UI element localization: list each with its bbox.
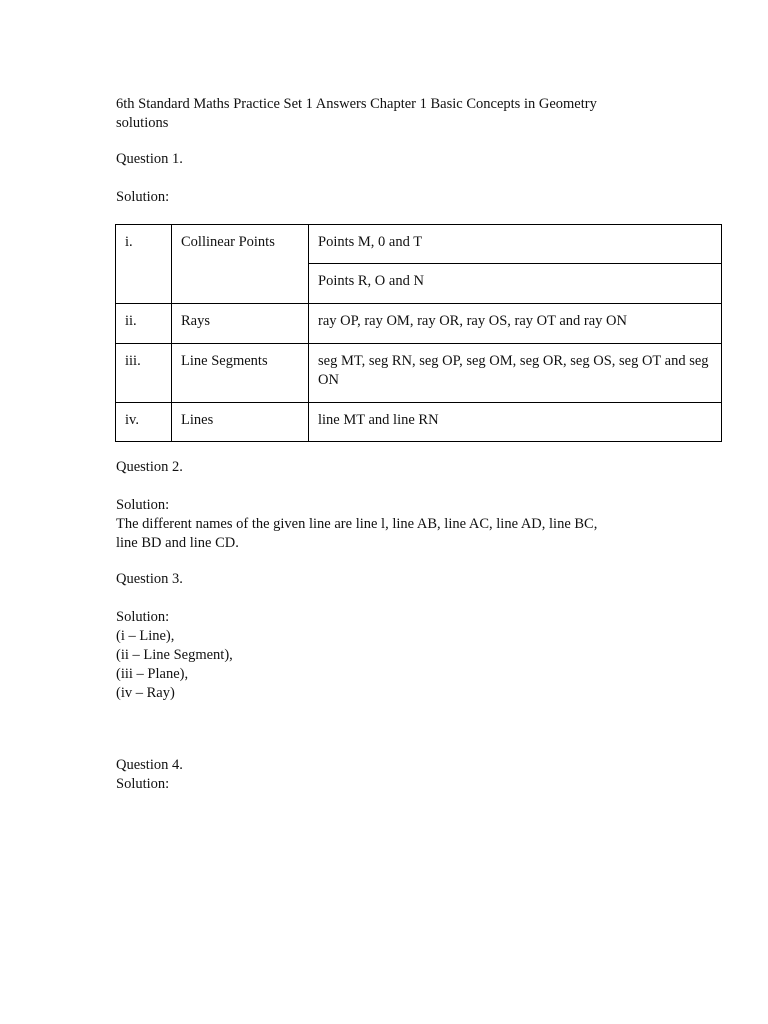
question-3-item: (ii – Line Segment),	[116, 647, 233, 663]
table-cell-answer: seg MT, seg RN, seg OP, seg OM, seg OR, seg OS, seg OT and seg ON	[309, 344, 722, 403]
table-cell-answer: Points M, 0 and T	[309, 225, 722, 264]
question-3-item: (iii – Plane),	[116, 666, 189, 682]
table-row	[116, 225, 722, 264]
table-row	[116, 304, 722, 344]
question-2-solution-label: Solution:	[116, 497, 170, 513]
question-4-heading: Question 4.	[116, 757, 183, 773]
table-cell-category: Rays	[172, 304, 309, 344]
question-3-solution-label: Solution:	[116, 609, 170, 625]
table-cell-category: Lines	[172, 403, 309, 442]
table-cell-category: Line Segments	[172, 344, 309, 403]
question-3-item: (i – Line),	[116, 628, 175, 644]
document-title	[116, 95, 597, 133]
question-3-heading: Question 3.	[116, 571, 183, 587]
question-4	[116, 756, 183, 794]
question-2-solution-text-line-1: The different names of the given line are line l, line AB, line AC, line AD, line BC,	[116, 516, 598, 532]
table-cell-number: iv.	[116, 403, 172, 442]
question-2-solution	[116, 496, 597, 553]
question-4-solution-label: Solution:	[116, 776, 170, 792]
answers-table	[115, 224, 722, 442]
table-cell-number: iii.	[116, 344, 172, 403]
document-title-line-1: 6th Standard Maths Practice Set 1 Answers Chapter 1 Basic Concepts in Geometry	[116, 96, 597, 112]
question-2-solution-text-line-2: line BD and line CD.	[116, 535, 239, 551]
table-cell-number: i.	[116, 225, 172, 304]
question-1-heading: Question 1.	[116, 151, 183, 167]
question-3-item: (iv – Ray)	[116, 685, 175, 701]
table-cell-category: Collinear Points	[172, 225, 309, 304]
question-3-solution	[116, 608, 233, 703]
table-cell-answer: Points R, O and N	[309, 264, 722, 304]
question-2-heading: Question 2.	[116, 459, 183, 475]
table-cell-answer: line MT and line RN	[309, 403, 722, 442]
table-cell-answer: ray OP, ray OM, ray OR, ray OS, ray OT and ray ON	[309, 304, 722, 344]
question-1-solution-label: Solution:	[116, 189, 170, 205]
table-row	[116, 344, 722, 403]
table-cell-number: ii.	[116, 304, 172, 344]
table-row	[116, 403, 722, 442]
document-title-line-2: solutions	[116, 115, 169, 131]
